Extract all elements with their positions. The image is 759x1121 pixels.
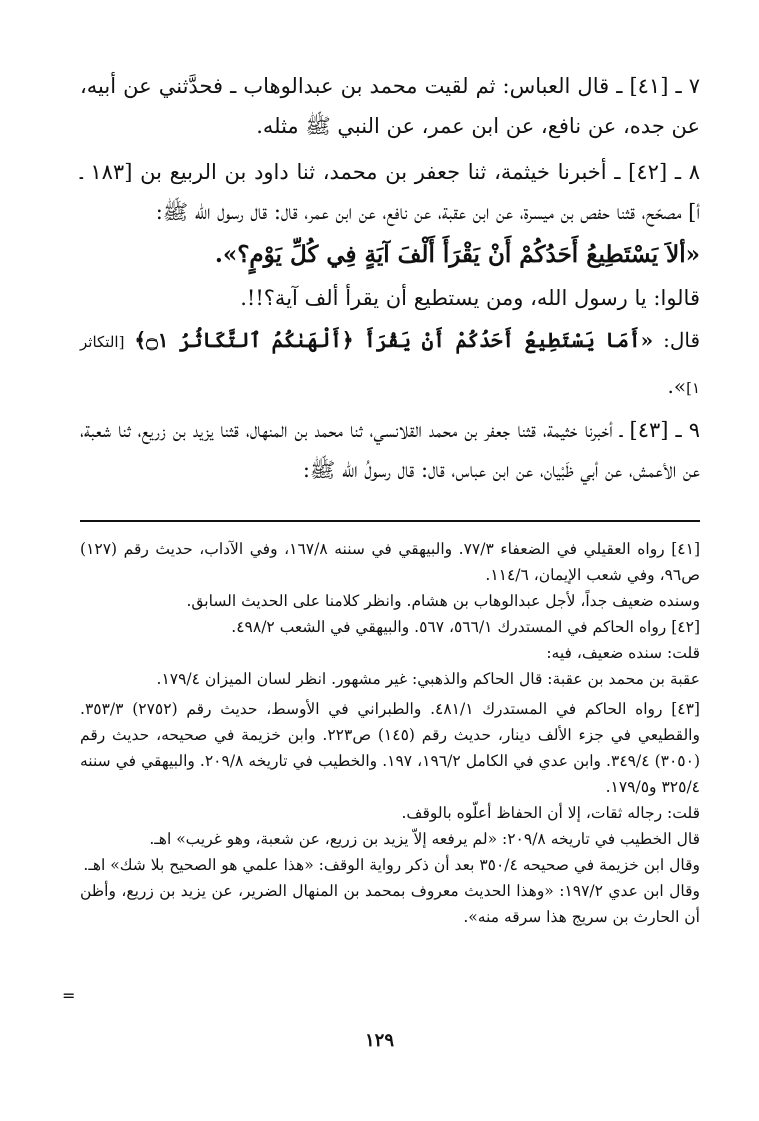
quran-quote: «أَمَا يَسْتَطِيعُ أَحَدُكُمْ أَنْ يَقْرَأَ ﴿أَلْهَىٰكُمُ ٱلتَّكَاثُرُ ۝١﴾	[134, 328, 654, 352]
paragraph-9: ٩ ـ [٤٣] ـ أخبرنا خثيمة، قثنا جعفر بن محمد القلانسي، ثنا محمد بن المنهال، قثنا يزيد بن زريع، ثنا شعبة، عن الأعمش، عن أبي ظَبْيان، عن ابن عباس، قال: قال رسولُ الله ﷺ:	[80, 418, 700, 482]
footnotes	[80, 536, 700, 930]
quran-quote-line	[80, 318, 700, 410]
continuation-mark: =	[62, 986, 76, 1005]
footnote-41: [٤١] رواه العقيلي في الضعفاء ٧٧/٣. والبيهقي في سننه ١٦٧/٨، وفي الآداب، حديث رقم (١٢٧) ص٩٦، وفي شعب الإيمان، ١١٤/٦.	[80, 540, 700, 584]
paragraph-reply: قالوا: يا رسول الله، ومن يستطيع أن يقرأ ألف آية؟!!.	[240, 286, 700, 310]
quote-end: ».	[667, 374, 687, 398]
footnote-43-khatib: قال الخطيب في تاريخه ٢٠٩/٨: «لم يرفعه إلاّ يزيد بن زريع، عن شعبة، وهو غريب» اهـ.	[149, 830, 700, 848]
paragraph-7: ٧ ـ [٤١] ـ قال العباس: ثم لقيت محمد بن عبدالوهاب ـ فحدَّثني عن أبيه، عن جده، عن نافع، عن ابن عمر، عن النبي ﷺ مثله.	[80, 74, 700, 138]
hadith-text: «ألاَ يَسْتَطِيعُ أَحَدُكُمْ أَنْ يَقْرَأَ أَلْفَ آيَةٍ فِي كُلِّ يَوْمٍ؟».	[214, 241, 700, 268]
footnote-43-adi: وقال ابن عدي ١٩٧/٢: «وهذا الحديث معروف بمحمد بن المنهال الضرير، عن يزيد بن زريع، وأظن أن الحارث بن سريج هذا سرقه منه».	[80, 882, 700, 926]
page-number: ١٢٩	[364, 1030, 394, 1051]
footnote-41-comment: وسنده ضعيف جداً، لأجل عبدالوهاب بن هشام. وانظر كلامنا على الحديث السابق.	[186, 592, 700, 610]
footnote-43-comment: قلت: رجاله ثقات، إلا أن الحفاظ أعلّوه بالوقف.	[401, 804, 700, 822]
paragraph-8: ٨ ـ [٤٢] ـ أخبرنا خيثمة، ثنا جعفر بن محمد، ثنا داود بن الربيع بن [١٨٣ ـ أ] مصحّح، قثنا حفص بن ميسرة، عن ابن عقبة، عن نافع، عن ابن عمر، قال: قال رسول الله ﷺ:	[80, 160, 700, 224]
main-text	[80, 66, 700, 490]
quote-prefix: قال:	[653, 328, 700, 352]
footnote-divider	[80, 520, 700, 522]
footnote-43: [٤٣] رواه الحاكم في المستدرك ٤٨١/١. والطبراني في الأوسط، حديث رقم (٢٧٥٢) ٣٥٣/٣. والقطيعي في جزء الألف دينار، حديث رقم (١٤٥) ص٢٢٣. وابن خزيمة في صحيحه، حديث رقم (٣٠٥٠) ٣٤٩/٤. وابن عدي في الكامل ١٩٦/٢، ١٩٧. والخطيب في تاريخه ٢٠٩/٨. والبيهقي في سننه ٣٢٥/٤ و١٧٩/٥.	[80, 700, 701, 796]
footnote-42: [٤٢] رواه الحاكم في المستدرك ٥٦٦/١، ٥٦٧. والبيهقي في الشعب ٤٩٨/٢.	[231, 618, 700, 636]
footnote-42-comment: قلت: سنده ضعيف، فيه:	[546, 644, 700, 662]
surah-reference: [التكاثر ١]	[80, 333, 700, 397]
footnote-42-narrator: عقبة بن محمد بن عقبة: قال الحاكم والذهبي: غير مشهور. انظر لسان الميزان ١٧٩/٤.	[156, 670, 700, 688]
footnote-43-khuzaymah: وقال ابن خزيمة في صحيحه ٣٥٠/٤ بعد أن ذكر رواية الوقف: «هذا علمي هو الصحيح بلا شك» اهـ.	[83, 856, 700, 874]
